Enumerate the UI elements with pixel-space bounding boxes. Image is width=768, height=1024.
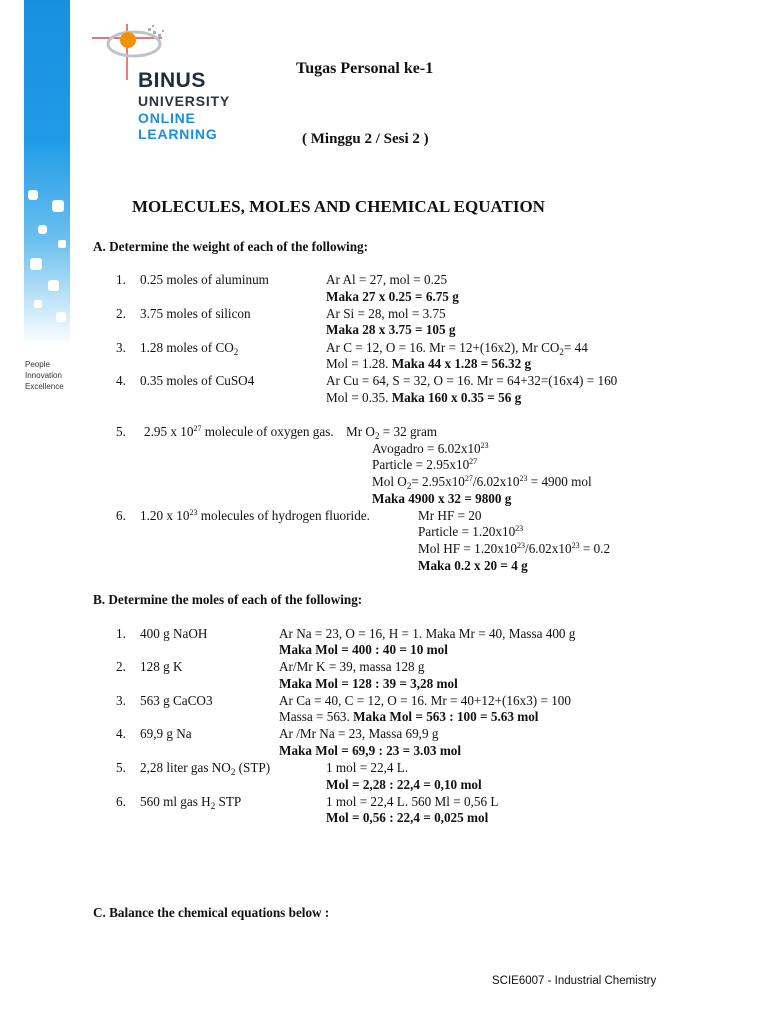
decorative-side-strip <box>24 0 70 345</box>
list-number: 4. <box>116 726 126 741</box>
item-answer: Maka Mol = 400 : 40 = 10 mol <box>279 642 448 657</box>
list-number: 5. <box>116 424 126 439</box>
item-given: 1 mol = 22,4 L. 560 Ml = 0,56 L <box>326 794 499 809</box>
section-a-title: A. Determine the weight of each of the following: <box>93 239 369 254</box>
list-number: 5. <box>116 760 126 775</box>
item-answer: Maka 4900 x 32 = 9800 g <box>372 491 512 506</box>
list-number: 3. <box>116 340 126 355</box>
item-given: Ar Ca = 40, C = 12, O = 16. Mr = 40+12+(16x3) = 100 <box>279 693 571 708</box>
section-b-title: B. Determine the moles of each of the following: <box>93 592 363 607</box>
logo-online: ONLINE <box>138 110 196 126</box>
logo-learning: LEARNING <box>138 126 218 142</box>
assignment-title: Tugas Personal ke-1 <box>296 60 434 77</box>
item-answer: Mol = 1.28. Maka 44 x 1.28 = 56.32 g <box>326 356 532 371</box>
document-heading: MOLECULES, MOLES AND CHEMICAL EQUATION <box>132 197 545 216</box>
list-number: 1. <box>116 626 126 641</box>
item-label: 400 g NaOH <box>140 626 208 641</box>
item-given: Ar Cu = 64, S = 32, O = 16. Mr = 64+32=(16x4) = 160 <box>326 373 618 388</box>
item-answer: Mol = 2,28 : 22,4 = 0,10 mol <box>326 777 482 792</box>
item-label: 1.28 moles of $CO_2$ <box>140 340 239 357</box>
item-given: 1 mol = 22,4 L. <box>326 760 409 775</box>
item-given: Ar Na = 23, O = 16, H = 1. Maka Mr = 40, Massa 400 g <box>279 626 576 641</box>
tagline-innovation: Innovation <box>25 371 62 380</box>
list-number: 2. <box>116 659 126 674</box>
list-number: 2. <box>116 306 126 321</box>
item-step: Avogadro = $6.02x10^{23}$ <box>372 441 489 456</box>
item-label: 563 g CaCO3 <box>140 693 213 708</box>
item-step: Particle = $2.95x10^{27}$ <box>372 457 478 472</box>
tagline-people: People <box>25 360 50 369</box>
item-answer: Maka Mol = 69,9 : 23 = 3.03 mol <box>279 743 462 758</box>
item-label: 560 ml gas $H_2$ STP <box>140 794 242 811</box>
item-label: 2,28 liter gas $NO_2$ (STP) <box>140 760 271 777</box>
section-c-title: C. Balance the chemical equations below : <box>93 905 330 920</box>
session-label: ( Minggu 2 / Sesi 2 ) <box>302 131 429 147</box>
item-step: Mol $O_2= 2.95x10^{27}/6.02x10^{23} = 4900$ mol <box>372 474 592 491</box>
item-given: Ar/Mr K = 39, massa 128 g <box>279 659 425 674</box>
item-given: Ar Al = 27, mol = 0.25 <box>326 272 448 287</box>
course-footer: SCIE6007 - Industrial Chemistry <box>492 975 657 987</box>
item-label: 2.95 x $10^{27}$ molecule of oxygen gas. <box>144 424 334 439</box>
logo-brand: BINUS <box>138 69 206 92</box>
item-answer: Maka 0.2 x 20 = 4 g <box>418 558 528 573</box>
item-answer: Maka Mol = 128 : 39 = 3,28 mol <box>279 676 458 691</box>
list-number: 4. <box>116 373 126 388</box>
item-step: Particle = $1.20x10^{23}$ <box>418 524 524 539</box>
list-number: 3. <box>116 693 126 708</box>
list-number: 6. <box>116 508 126 523</box>
item-label: 1.20 x $10^{23}$ molecules of hydrogen fluoride. <box>140 508 370 523</box>
item-given: Mr HF = 20 <box>418 508 482 523</box>
item-label: 0.35 moles of CuSO4 <box>140 373 255 388</box>
item-answer: Maka 27 x 0.25 = 6.75 g <box>326 289 459 304</box>
list-number: 6. <box>116 794 126 809</box>
item-label: 128 g K <box>140 659 183 674</box>
item-answer: Mol = 0,56 : 22,4 = 0,025 mol <box>326 810 489 825</box>
list-number: 1. <box>116 272 126 287</box>
tagline-excellence: Excellence <box>25 382 64 391</box>
item-given: Ar /Mr Na = 23, Massa 69,9 g <box>279 726 439 741</box>
logo-university: UNIVERSITY <box>138 93 231 109</box>
item-label: 3.75 moles of silicon <box>140 306 251 321</box>
item-answer: Mol = 0.35. Maka 160 x 0.35 = 56 g <box>326 390 522 405</box>
item-answer: Maka 28 x 3.75 = 105 g <box>326 322 456 337</box>
item-given: Ar C = 12, O = 16. Mr = 12+(16x2), Mr $CO_2= 44$ <box>326 340 588 357</box>
item-given: Mr $O_2 = 32$ gram <box>346 424 438 441</box>
item-answer: Massa = 563. Maka Mol = 563 : 100 = 5.63 mol <box>279 709 539 724</box>
item-given: Ar Si = 28, mol = 3.75 <box>326 306 446 321</box>
item-step: Mol HF = $1.20x10^{23}/6.02x10^{23} = 0.2$ <box>418 541 611 556</box>
item-label: 0.25 moles of aluminum <box>140 272 269 287</box>
item-label: 69,9 g Na <box>140 726 192 741</box>
